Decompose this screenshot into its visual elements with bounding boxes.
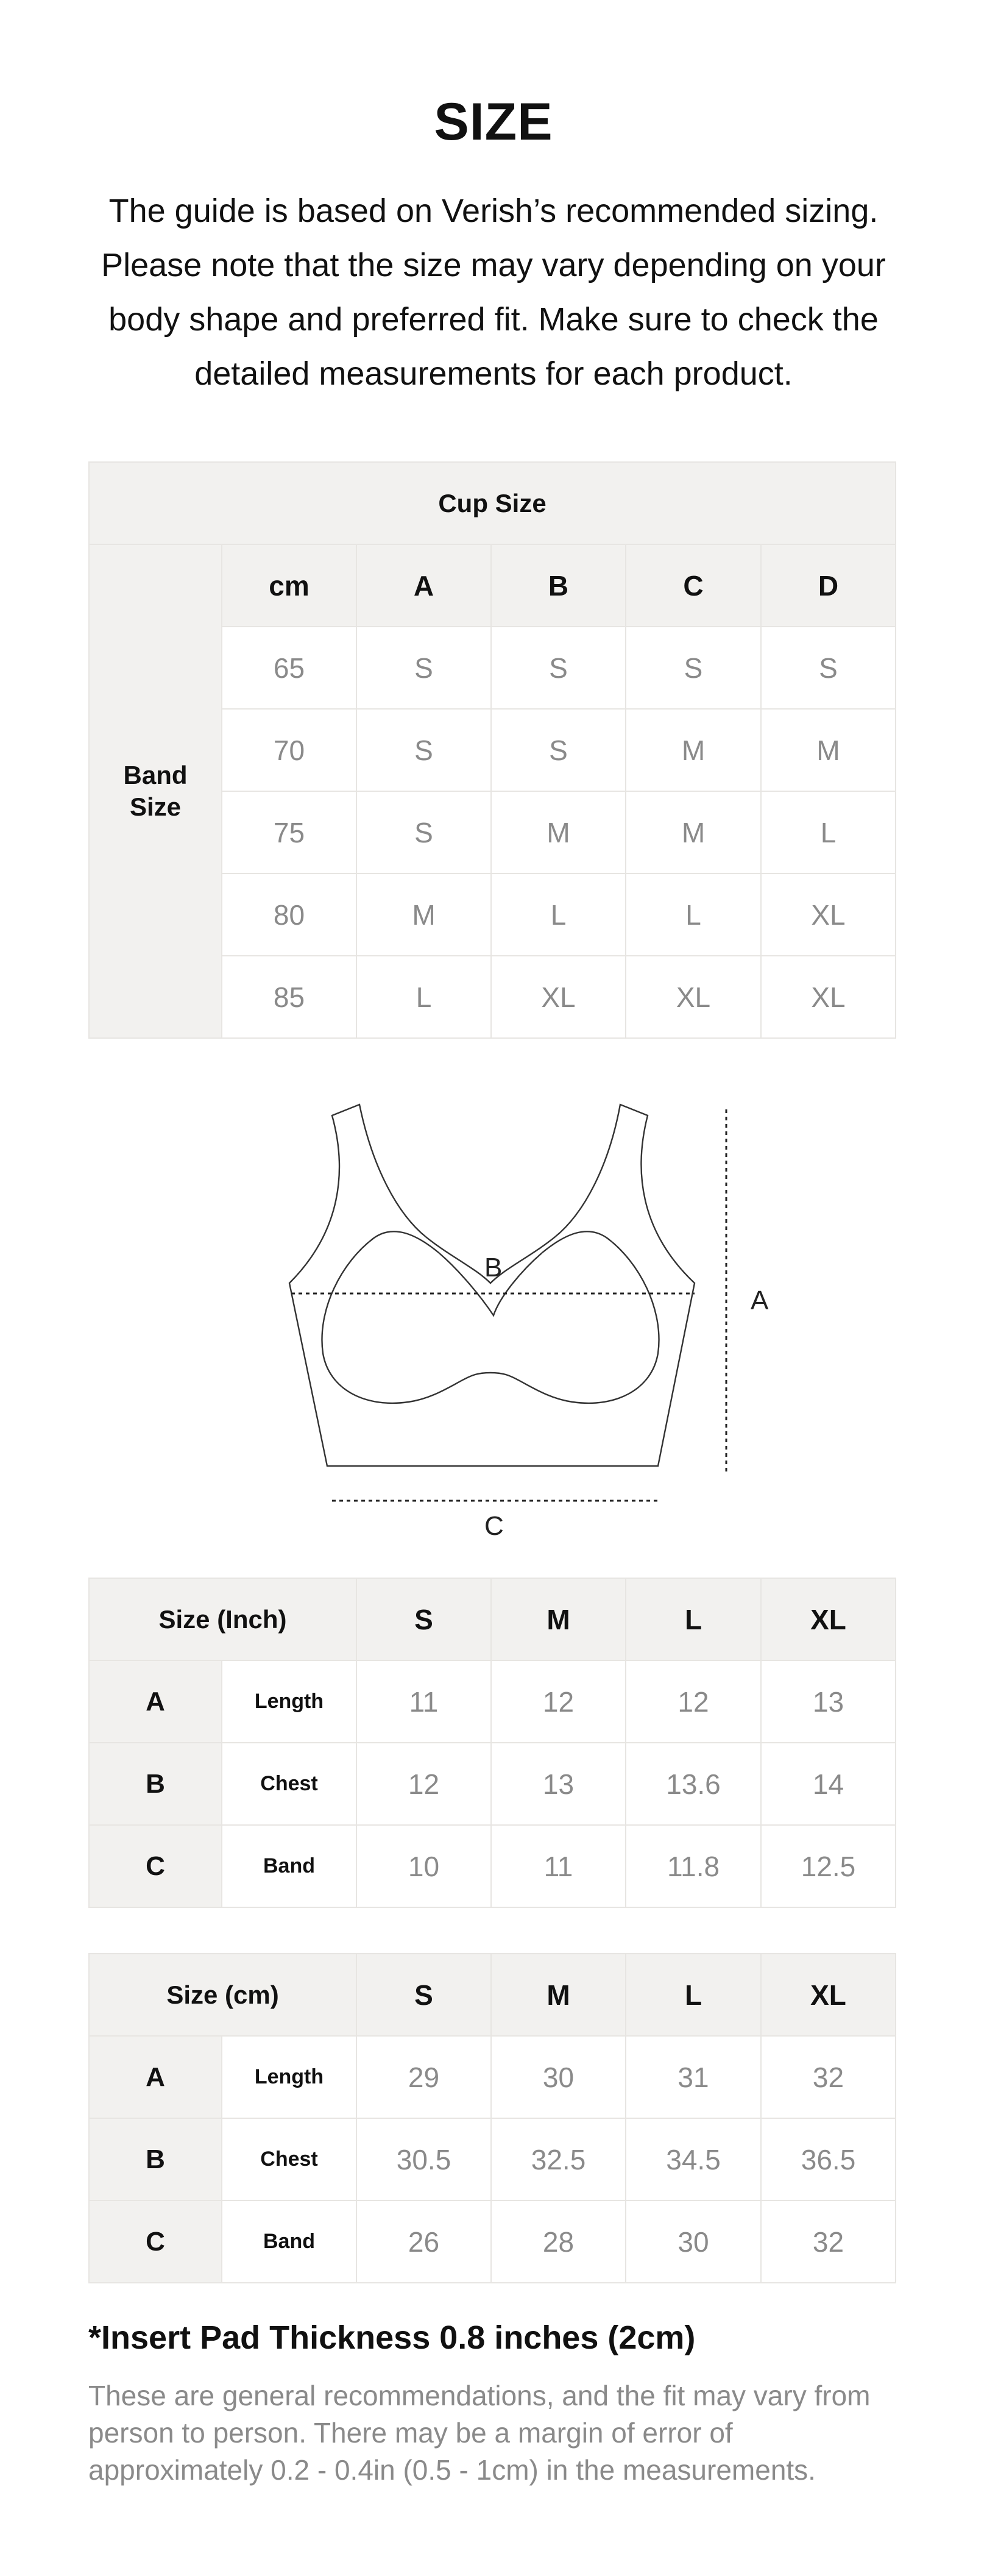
measure-value: 11 [491,1825,626,1907]
size-cell: M [626,791,761,873]
measure-value: 32 [761,2036,896,2118]
measure-value: 26 [356,2201,491,2283]
size-header-xl: XL [761,1954,896,2036]
measure-value: 11 [356,1660,491,1743]
measure-code: A [89,1660,222,1743]
bra-outline [289,1105,695,1466]
inch-header-row [89,1578,896,1660]
measure-code: A [89,2036,222,2118]
band-value: 65 [222,627,356,709]
size-cell: M [761,709,896,791]
measure-value: 30.5 [356,2118,491,2201]
size-cell: S [356,791,491,873]
cup-size-title: Cup Size [89,462,896,544]
size-cell: L [356,956,491,1038]
measure-name: Band [222,2201,356,2283]
cm-header-row [89,1954,896,2036]
size-cell: S [356,627,491,709]
size-cell: M [356,873,491,956]
cup-header-d: D [761,544,896,627]
measure-value: 30 [626,2201,761,2283]
page-title: SIZE [434,93,553,151]
band-value: 85 [222,956,356,1038]
size-cell: XL [491,956,626,1038]
size-cell: L [626,873,761,956]
size-cell: S [491,627,626,709]
measure-value: 13 [761,1660,896,1743]
cup-header-a: A [356,544,491,627]
measure-value: 11.8 [626,1825,761,1907]
measure-value: 32 [761,2201,896,2283]
size-cell: M [626,709,761,791]
measure-name: Chest [222,2118,356,2201]
measure-code: B [89,1743,222,1825]
measure-value: 31 [626,2036,761,2118]
size-cell: L [761,791,896,873]
cup-header-b: B [491,544,626,627]
size-cell: XL [761,956,896,1038]
measure-name: Length [222,1660,356,1743]
insert-pad-note: *Insert Pad Thickness 0.8 inches (2cm) [88,2319,696,2356]
measure-code: B [89,2118,222,2201]
measure-code: C [89,1825,222,1907]
size-cell: L [491,873,626,956]
size-cell: XL [761,873,896,956]
size-header-xl: XL [761,1578,896,1660]
size-header-s: S [356,1578,491,1660]
band-size-label [89,544,222,1038]
measure-value: 13 [491,1743,626,1825]
bra-measurement-diagram [262,1091,810,1548]
measure-value: 28 [491,2201,626,2283]
size-cell: S [356,709,491,791]
measure-value: 34.5 [626,2118,761,2201]
measure-value: 12.5 [761,1825,896,1907]
table-row [89,2118,896,2201]
table-row [89,1743,896,1825]
size-cell: S [626,627,761,709]
measure-name: Length [222,2036,356,2118]
size-header-m: M [491,1954,626,2036]
measure-value: 29 [356,2036,491,2118]
size-header-s: S [356,1954,491,2036]
size-cell: S [491,709,626,791]
measure-code: C [89,2201,222,2283]
band-value: 75 [222,791,356,873]
measure-value: 13.6 [626,1743,761,1825]
diagram-label-a: A [751,1286,769,1315]
size-cm-table [88,1953,896,2283]
size-header-m: M [491,1578,626,1660]
cup-size-table [88,461,896,1039]
fit-disclaimer: These are general recommendations, and the fit may vary from person to person. There may be a margin of error of approximately 0.2 - 0.4in (0.5 - 1cm) in the measurements. [88,2380,871,2486]
diagram-label-b: B [484,1253,503,1283]
size-header-l: L [626,1578,761,1660]
measure-value: 12 [356,1743,491,1825]
measure-name: Chest [222,1743,356,1825]
measure-value: 32.5 [491,2118,626,2201]
intro-text: The guide is based on Verish’s recommended sizing. Please note that the size may vary depending on your body shape and preferred fit. Make sure to check the detailed measurements for each product. [101,193,886,392]
table-row [89,1825,896,1907]
table-row [89,2036,896,2118]
band-value: 70 [222,709,356,791]
measure-value: 10 [356,1825,491,1907]
cup-header-c: C [626,544,761,627]
measure-value: 36.5 [761,2118,896,2201]
cup-size-title-row [89,462,896,544]
band-value: 80 [222,873,356,956]
unit-header: cm [222,544,356,627]
band-size-label-text: Band Size [123,761,188,821]
measure-value: 30 [491,2036,626,2118]
size-cell: XL [626,956,761,1038]
size-header-l: L [626,1954,761,2036]
diagram-label-c: C [484,1511,504,1541]
measure-value: 12 [491,1660,626,1743]
measure-value: 14 [761,1743,896,1825]
table-row [89,1660,896,1743]
table-row [89,2201,896,2283]
size-inch-table [88,1578,896,1908]
measure-name: Band [222,1825,356,1907]
cm-table-title: Size (cm) [89,1954,356,2036]
size-cell: S [761,627,896,709]
measure-value: 12 [626,1660,761,1743]
cup-header-row [89,544,896,627]
inch-table-title: Size (Inch) [89,1578,356,1660]
size-cell: M [491,791,626,873]
